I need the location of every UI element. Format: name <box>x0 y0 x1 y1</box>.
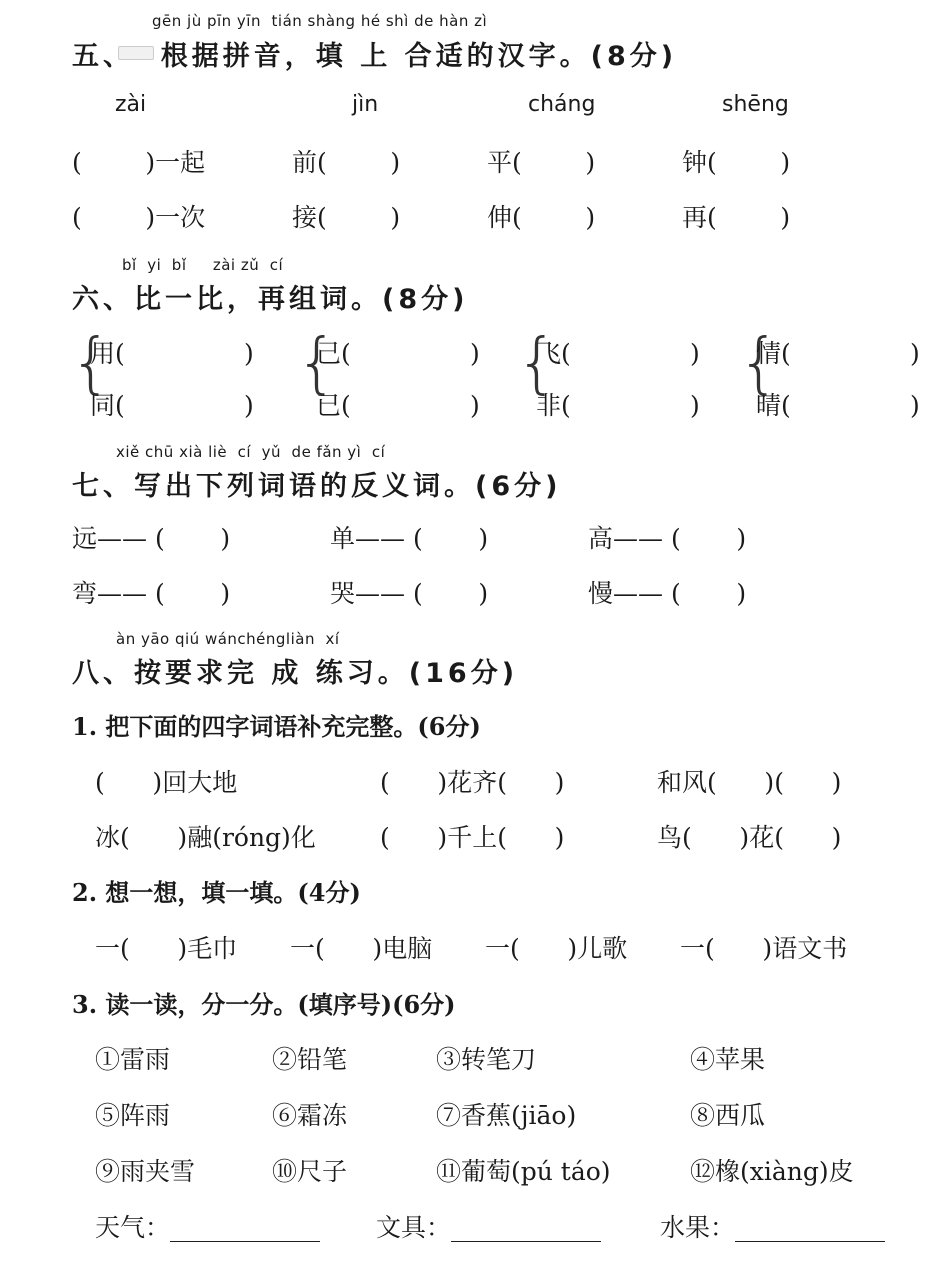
list-item: ⑫橡(xiàng)皮 <box>690 1157 854 1186</box>
fill-blank[interactable]: 同( ) <box>90 391 254 420</box>
fill-blank[interactable]: 一( )儿歌 <box>485 934 628 963</box>
brace: { <box>70 324 112 401</box>
fill-blank[interactable]: 一( )电脑 <box>290 934 433 963</box>
list-item: ⑪葡萄(pú táo) <box>436 1157 611 1186</box>
list-item: ②铅笔 <box>272 1045 348 1074</box>
fill-blank[interactable]: 一( )毛巾 <box>95 934 238 963</box>
fill-blank[interactable]: 晴( ) <box>756 391 920 420</box>
section5-title: 五、 根据拼音，填 上 合适的汉字。(8分) <box>72 41 678 72</box>
fill-blank[interactable]: 己( ) <box>316 339 480 368</box>
fill-blank[interactable]: 一( )语文书 <box>680 934 848 963</box>
question2-title: 2. 想一想，填一填。(4分) <box>72 878 361 907</box>
fill-blank[interactable]: 鸟( )花( ) <box>657 823 842 852</box>
fill-blank[interactable]: 高—— ( ) <box>588 524 747 553</box>
fill-blank[interactable]: 已( ) <box>316 391 480 420</box>
fill-blank[interactable]: ( )千上( ) <box>380 823 565 852</box>
fill-blank[interactable]: 伸( ) <box>487 203 596 232</box>
list-item: ③转笔刀 <box>436 1045 537 1074</box>
fill-blank[interactable]: 冰( )融(róng)化 <box>95 823 316 852</box>
fill-blank[interactable]: 钟( ) <box>682 148 791 177</box>
fill-blank[interactable]: 弯—— ( ) <box>72 579 231 608</box>
section6-pinyin: bǐ yi bǐ zài zǔ cí <box>122 256 284 274</box>
list-item: ⑥霜冻 <box>272 1101 348 1130</box>
answer-field-weather[interactable]: 天气：____________ <box>95 1213 321 1242</box>
fill-blank[interactable]: 接( ) <box>292 203 401 232</box>
list-item: ①雷雨 <box>95 1045 171 1074</box>
fill-blank[interactable]: 慢—— ( ) <box>588 579 747 608</box>
syllable: cháng <box>528 92 596 117</box>
section8-pinyin: àn yāo qiú wánchéngliàn xí <box>116 630 340 648</box>
list-item: ⑩尺子 <box>272 1157 348 1186</box>
syllable: jìn <box>352 92 379 117</box>
fill-blank[interactable]: ( )一起 <box>72 148 206 177</box>
fill-blank[interactable]: 非( ) <box>536 391 700 420</box>
question3-title: 3. 读一读，分一分。(填序号)(6分) <box>72 990 456 1019</box>
fill-blank[interactable]: 和风( )( ) <box>657 768 842 797</box>
fill-blank[interactable]: 哭—— ( ) <box>330 579 489 608</box>
fill-blank[interactable]: ( )花齐( ) <box>380 768 565 797</box>
question1-title: 1. 把下面的四字词语补充完整。(6分) <box>72 712 481 741</box>
section6-title: 六、比一比，再组词。(8分) <box>72 284 469 315</box>
list-item: ⑦香蕉(jiāo) <box>436 1101 577 1130</box>
fill-blank[interactable]: 用( ) <box>90 339 254 368</box>
answer-field-fruit[interactable]: 水果：____________ <box>660 1213 886 1242</box>
fill-blank[interactable]: 再( ) <box>682 203 791 232</box>
section7-pinyin: xiě chū xià liè cí yǔ de fǎn yì cí <box>116 443 386 461</box>
section7-title: 七、写出下列词语的反义词。(6分) <box>72 471 562 502</box>
list-item: ⑨雨夹雪 <box>95 1157 196 1186</box>
fill-blank[interactable]: ( )回大地 <box>95 768 238 797</box>
list-item: ⑤阵雨 <box>95 1101 171 1130</box>
list-item: ④苹果 <box>690 1045 766 1074</box>
section5-pinyin: gēn jù pīn yīn tián shàng hé shì de hàn zì <box>152 12 488 30</box>
brace: { <box>296 324 338 401</box>
syllable: shēng <box>722 92 789 117</box>
brace: { <box>516 324 558 401</box>
answer-field-stationery[interactable]: 文具：____________ <box>376 1213 602 1242</box>
fill-blank[interactable]: 平( ) <box>487 148 596 177</box>
fill-blank[interactable]: 前( ) <box>292 148 401 177</box>
fill-blank[interactable]: 飞( ) <box>536 339 700 368</box>
syllable: zài <box>115 92 147 117</box>
fill-blank[interactable]: ( )一次 <box>72 203 206 232</box>
section8-title: 八、按要求完 成 练习。(16分) <box>72 658 519 689</box>
list-item: ⑧西瓜 <box>690 1101 766 1130</box>
brace: { <box>738 324 780 401</box>
fill-blank[interactable]: 单—— ( ) <box>330 524 489 553</box>
fill-blank[interactable]: 远—— ( ) <box>72 524 231 553</box>
fill-blank[interactable]: 情( ) <box>756 339 920 368</box>
